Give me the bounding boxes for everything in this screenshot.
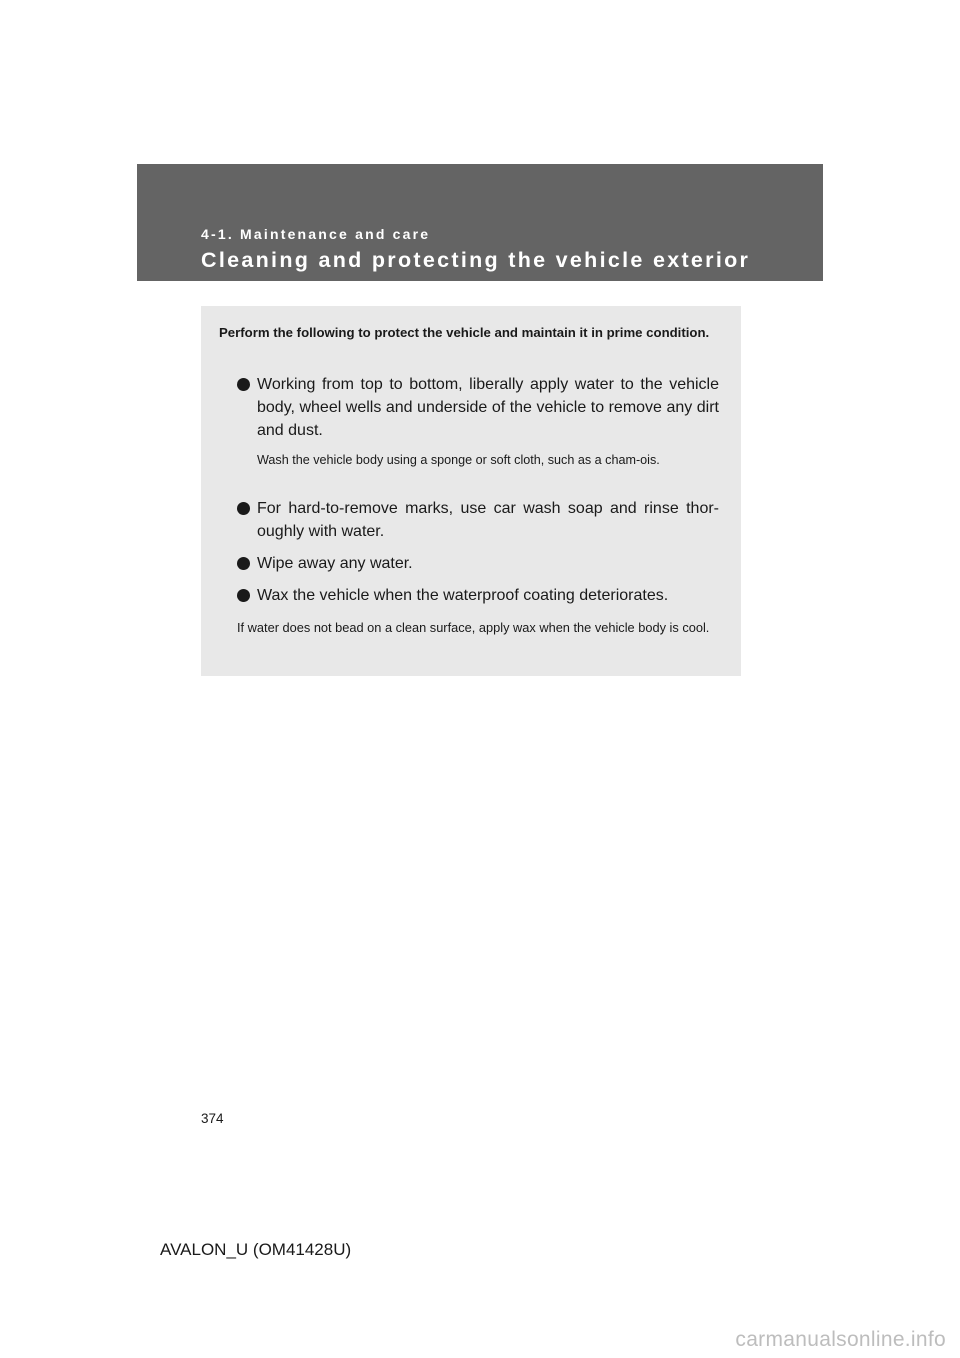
list-item-note: Wash the vehicle body using a sponge or soft cloth, such as a cham-ois. — [257, 453, 660, 467]
bullet-dot-icon — [237, 378, 250, 391]
page-number: 374 — [201, 1111, 224, 1126]
section-header-band — [137, 164, 823, 281]
intro-text: Perform the following to protect the vehicle and maintain it in prime condition. — [219, 325, 710, 340]
section-label: 4-1. Maintenance and care — [201, 226, 431, 242]
document-id: AVALON_U (OM41428U) — [160, 1240, 352, 1259]
bullet-dot-icon — [237, 502, 250, 515]
list-item-text: For hard-to-remove marks, use car wash soap and rinse thor-oughly with water. — [257, 500, 719, 540]
watermark-text: carmanualsonline.info — [735, 1328, 946, 1351]
list-item-text: Wipe away any water. — [257, 555, 413, 572]
list-item-text: Wax the vehicle when the waterproof coating deteriorates. — [257, 587, 669, 604]
instructions-box — [201, 306, 741, 676]
bullet-dot-icon — [237, 589, 250, 602]
footnote-text: If water does not bead on a clean surface, apply wax when the vehicle body is cool. — [237, 620, 710, 635]
bullet-dot-icon — [237, 557, 250, 570]
list-item-text: Working from top to bottom, liberally apply water to the vehicle body, wheel wells and underside of the vehicle to remove any dirt and dust. — [257, 376, 719, 439]
page-title: Cleaning and protecting the vehicle exterior — [201, 248, 751, 272]
